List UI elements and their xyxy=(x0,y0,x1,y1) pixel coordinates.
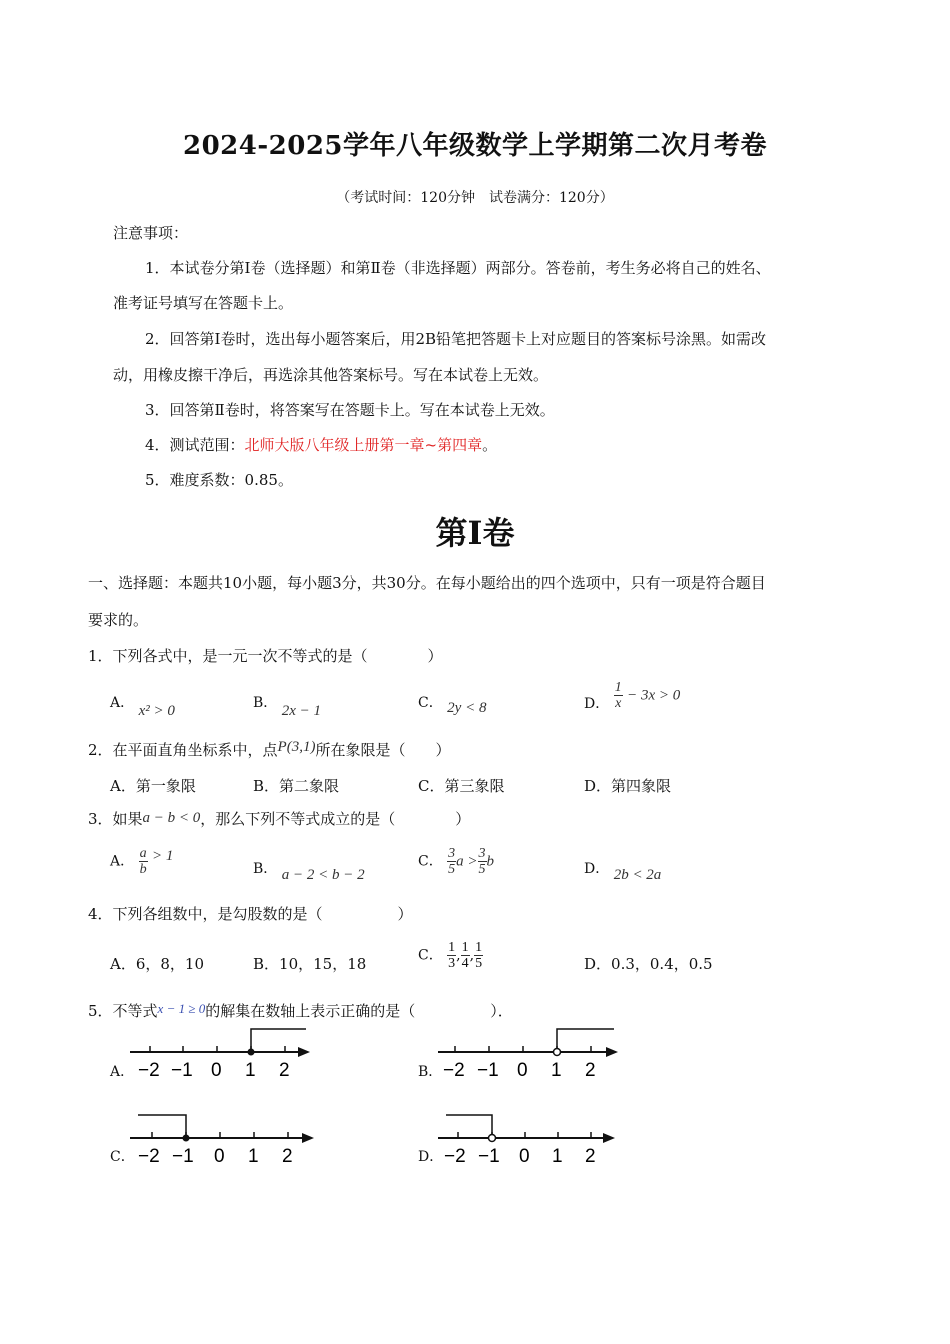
volume-title: 第Ⅰ卷 xyxy=(435,514,515,552)
q2-stem-suffix: 所在象限是（ ） xyxy=(315,741,451,759)
q1-a-label: A． xyxy=(110,695,135,711)
q5-b-arrow xyxy=(606,1047,618,1057)
note-1-line1: 1．本试卷分第Ⅰ卷（选择题）和第Ⅱ卷（非选择题）两部分。答卷前，考生务必将自己的姓名、 xyxy=(145,259,771,277)
q1-d-label: D． xyxy=(584,695,610,712)
q5-d-tick-label: −2 xyxy=(444,1146,466,1167)
q4-option-b: B．10，15，18 xyxy=(253,955,367,973)
q5-d-numberline xyxy=(438,1108,628,1168)
q5-d-arrow xyxy=(603,1133,615,1143)
q3-stem-math: a − b < 0 xyxy=(142,810,201,826)
q5-d-tick-label: 0 xyxy=(519,1146,530,1167)
q5-b-tick-label: −2 xyxy=(443,1060,465,1081)
section-line1: 一、选择题：本题共10小题，每小题3分，共30分。在每小题给出的四个选项中，只有一项是符合题目 xyxy=(88,574,766,592)
q3-c-mid: a > xyxy=(456,853,478,870)
q5-b-ray xyxy=(557,1029,614,1049)
note-4 xyxy=(145,434,497,455)
q4-c-frac-3: $\frac{1}{5}$ xyxy=(475,940,483,971)
note-1-line2: 准考证号填写在答题卡上。 xyxy=(113,294,294,312)
q5-c-tick-label: −1 xyxy=(172,1146,194,1167)
q1-c-expr: 2y < 8 xyxy=(447,700,487,716)
q3-c-expr: b xyxy=(486,853,495,870)
q5-b-tick-label: 0 xyxy=(517,1060,528,1081)
q4-option-d: D．0.3，0.4，0.5 xyxy=(584,955,713,973)
q5-a-tick-label: 2 xyxy=(279,1060,290,1081)
exam-subtitle: （考试时间：120分钟 试卷满分：120分） xyxy=(336,190,614,206)
q2-option-b: B．第二象限 xyxy=(253,777,340,795)
notes-heading: 注意事项： xyxy=(113,224,189,242)
q5-a-ray xyxy=(251,1029,306,1052)
q5-b-tick-label: −1 xyxy=(477,1060,499,1081)
q5-c-arrow xyxy=(302,1133,314,1143)
note-3: 3．回答第Ⅱ卷时，将答案写在答题卡上。写在本试卷上无效。 xyxy=(145,401,555,419)
q2-stem-math: P(3,1) xyxy=(277,739,316,755)
q4-option-a: A．6，8，10 xyxy=(110,955,205,973)
note-2-line2: 动，用橡皮擦干净后，再选涂其他答案标号。写在本试卷上无效。 xyxy=(113,366,549,384)
q5-b-numberline xyxy=(438,1022,628,1082)
q4-c-label: C． xyxy=(418,947,443,964)
q1-b-label: B． xyxy=(253,695,278,711)
q5-a-solid-dot xyxy=(248,1049,255,1056)
q5-b-label: B． xyxy=(418,1064,443,1080)
note-5: 5．难度系数：0.85。 xyxy=(145,471,293,489)
q5-b-tick-label: 1 xyxy=(551,1060,562,1081)
q2-option-d: D．第四象限 xyxy=(584,777,672,795)
q3-b-label: B． xyxy=(253,861,278,877)
q5-b-tick-label: 2 xyxy=(585,1060,596,1081)
q5-d-tick-label: 1 xyxy=(552,1146,563,1167)
q5-c-ray xyxy=(138,1115,186,1138)
q5-c-tick-label: 2 xyxy=(282,1146,293,1167)
exam-title: 2024-2025学年八年级数学上学期第二次月考卷 xyxy=(182,131,768,161)
q4-option-c: C． $\frac{1}{3}$ , $\frac{1}{4}$ , $\frac{1}{5}$ xyxy=(418,940,483,971)
q1-a-expr: x² > 0 xyxy=(138,703,175,719)
q5-a-numberline xyxy=(130,1022,320,1082)
q1-stem: 1．下列各式中，是一元一次不等式的是（ ） xyxy=(88,647,443,665)
note-4-scope: 北师大版八年级上册第一章~第四章 xyxy=(244,436,483,454)
q5-a-label: A． xyxy=(110,1064,135,1080)
q1-option-c xyxy=(418,692,487,716)
note-4-prefix: 4．测试范围： xyxy=(145,436,245,454)
q5-d-ray xyxy=(446,1115,492,1135)
q4-stem: 4．下列各组数中，是勾股数的是（ ） xyxy=(88,905,413,923)
q5-a-tick-label: −2 xyxy=(138,1060,160,1081)
q3-c-fraction-2: $\frac{3}{5}$ xyxy=(478,846,486,877)
q5-c-numberline xyxy=(130,1108,320,1168)
q1-d-expr: − 3x > 0 xyxy=(627,687,681,704)
q2-option-a: A．第一象限 xyxy=(110,777,196,795)
q1-d-fraction: $\frac{1}{x}$ xyxy=(614,680,622,711)
q3-stem xyxy=(88,808,470,829)
q2-option-c: C．第三象限 xyxy=(418,777,505,795)
q4-c-frac-2: $\frac{1}{4}$ xyxy=(461,940,469,971)
q3-option-d xyxy=(584,858,662,883)
q3-c-fraction-1: $\frac{3}{5}$ xyxy=(448,846,456,877)
q3-stem-prefix: 3．如果 xyxy=(88,810,143,828)
q4-c-frac-1: $\frac{1}{3}$ xyxy=(448,940,456,971)
q3-stem-suffix: ，那么下列不等式成立的是（ ） xyxy=(200,810,471,828)
section-line2: 要求的。 xyxy=(88,611,149,629)
q3-d-label: D． xyxy=(584,861,610,877)
q5-stem-suffix: 的解集在数轴上表示正确的是（ ）． xyxy=(205,1002,513,1020)
q5-a-arrow xyxy=(298,1047,310,1057)
q5-stem-math: x − 1 ≥ 0 xyxy=(157,1001,206,1016)
q1-c-label: C． xyxy=(418,695,443,711)
q3-d-expr: 2b < 2a xyxy=(613,867,662,883)
q3-option-b xyxy=(253,858,365,883)
note-4-suffix: 。 xyxy=(482,436,498,454)
q5-stem-prefix: 5．不等式 xyxy=(88,1002,158,1020)
q3-option-c xyxy=(418,846,494,877)
q3-c-label: C． xyxy=(418,853,443,870)
q5-d-tick-label: 2 xyxy=(585,1146,596,1167)
q5-c-tick-label: −2 xyxy=(138,1146,160,1167)
q1-b-expr: 2x − 1 xyxy=(281,703,322,719)
q3-option-a xyxy=(110,846,173,877)
q5-c-label: C． xyxy=(110,1149,135,1165)
q1-option-d xyxy=(584,680,680,711)
q5-a-tick-label: −1 xyxy=(171,1060,193,1081)
q3-a-fraction: $\frac{a}{b}$ xyxy=(139,846,147,877)
q3-a-label: A． xyxy=(110,853,135,870)
q5-c-tick-label: 1 xyxy=(248,1146,259,1167)
q5-c-solid-dot xyxy=(183,1135,190,1142)
q5-d-open-dot xyxy=(489,1135,496,1142)
q5-a-tick-label: 1 xyxy=(245,1060,256,1081)
note-2-line1: 2．回答第Ⅰ卷时，选出每小题答案后，用2B铅笔把答题卡上对应题目的答案标号涂黑。如需改 xyxy=(145,330,767,348)
q5-a-tick-label: 0 xyxy=(211,1060,222,1081)
q1-option-a xyxy=(110,692,175,719)
q5-d-label: D． xyxy=(418,1149,444,1165)
q2-stem xyxy=(88,739,450,760)
q5-b-open-dot xyxy=(554,1049,561,1056)
q2-stem-prefix: 2．在平面直角坐标系中，点 xyxy=(88,741,278,759)
q5-c-tick-label: 0 xyxy=(214,1146,225,1167)
q5-stem xyxy=(88,1000,513,1021)
q1-option-b xyxy=(253,692,322,719)
q3-b-expr: a − 2 < b − 2 xyxy=(281,867,365,883)
q3-a-expr: > 1 xyxy=(152,847,174,864)
q5-d-tick-label: −1 xyxy=(478,1146,500,1167)
